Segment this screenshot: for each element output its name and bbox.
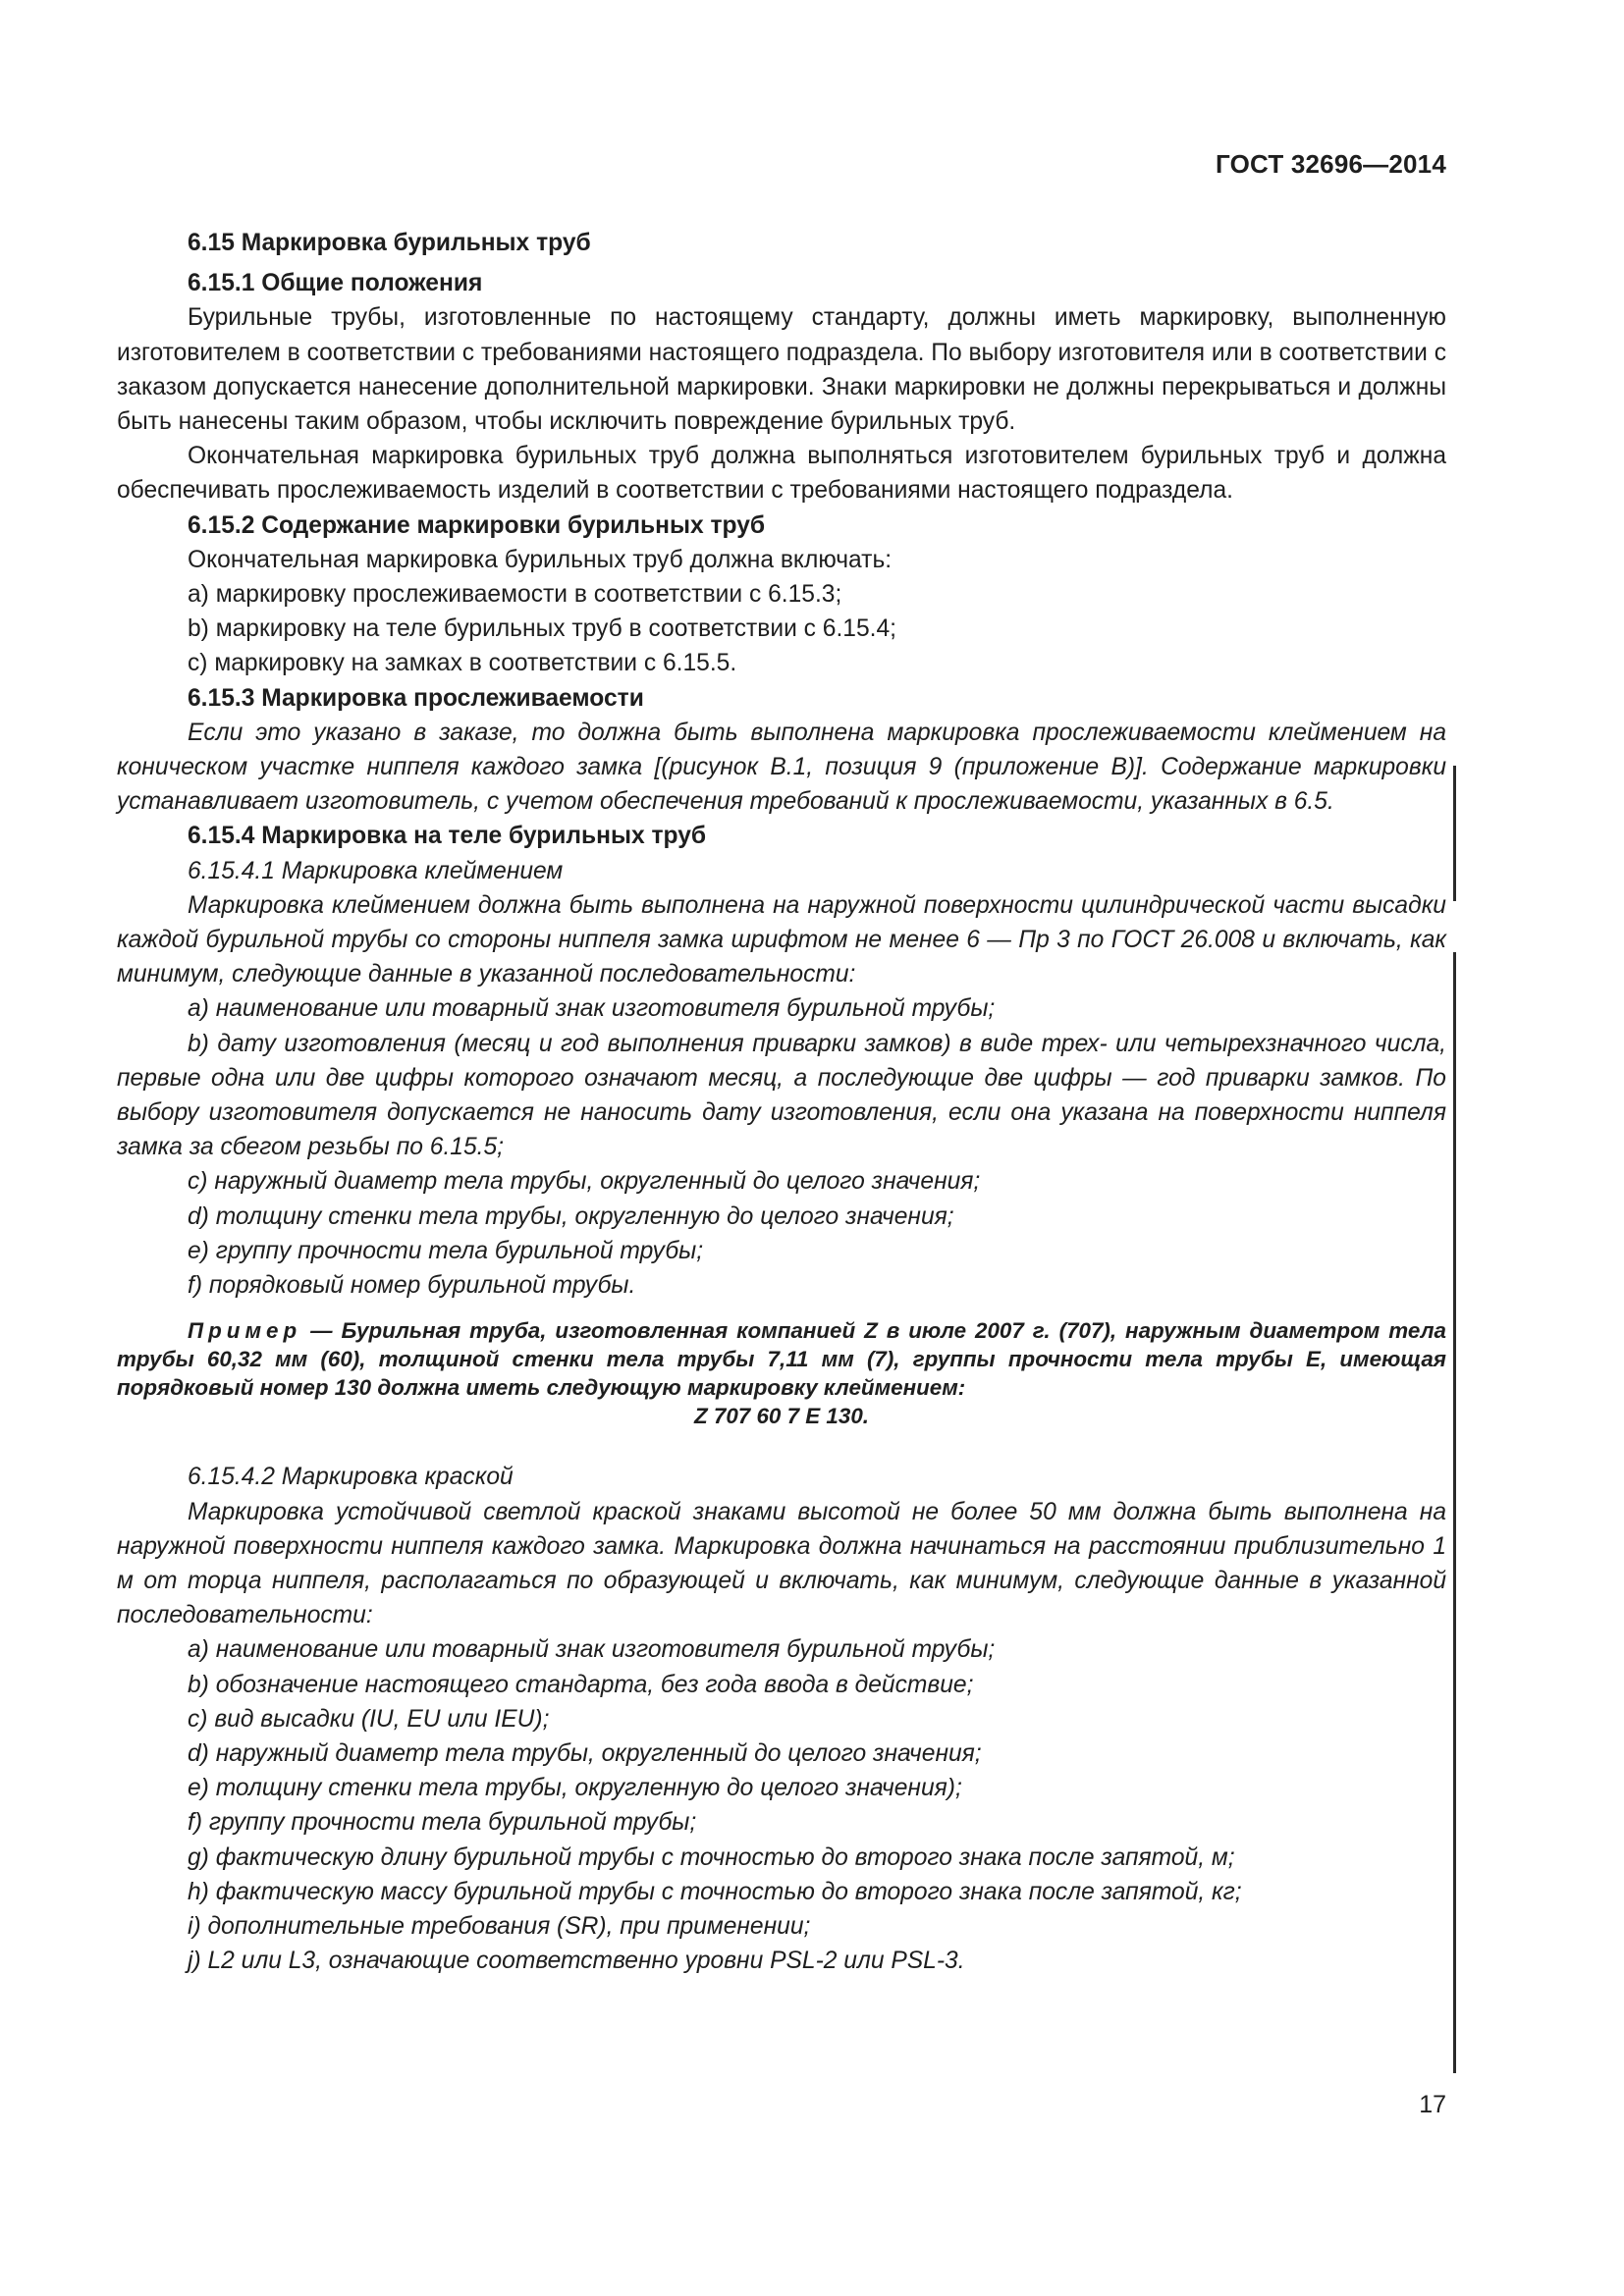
standard-designation: ГОСТ 32696—2014 [1216,149,1446,179]
main-text [117,226,1446,1978]
list-item: a) наименование или товарный знак изготовителя бурильной трубы; [188,995,996,1023]
list-item: e) толщину стенки тела трубы, округленную до целого значения); [188,1775,962,1802]
paragraph: Маркировка устойчивой светлой краской знаками высотой не более 50 мм должна быть выполнена на наружной поверхности ниппеля каждого замка. Маркировка должна начинаться на расстоянии приблизительно 1 м от торца ниппеля, располагаться по образующей и включать, как минимум, следующие данные в указанной последовательности: [117,1498,1446,1629]
section-6-15-3-heading: 6.15.3 Маркировка прослеживаемости [188,684,644,712]
list-item: c) наружный диаметр тела трубы, округленный до целого значения; [188,1168,981,1196]
subsection-6-15-4-1-heading: 6.15.4.1 Маркировка клеймением [188,857,564,884]
section-6-15-1-heading: 6.15.1 Общие положения [188,270,483,297]
section-6-15-heading: 6.15 Маркировка бурильных труб [188,230,591,256]
paragraph: Окончательная маркировка бурильных труб должна выполняться изготовителем бурильных труб и должна обеспечивать прослеживаемость изделий в соответствии с требованиями настоящего подраздела. [117,443,1446,505]
list-item: i) дополнительные требования (SR), при применении; [188,1912,811,1940]
example-text: — Бурильная труба, изготовленная компанией Z в июле 2007 г. (707), наружным диаметром тела трубы 60,32 мм (60), толщиной стенки тела трубы 7,11 мм (7), группы прочности тела трубы E, имеющая порядковый номер 130 должна иметь следующую маркировку клеймением: [117,1318,1446,1401]
list-item: f) группу прочности тела бурильной трубы; [188,1809,697,1837]
list-item: j) L2 или L3, означающие соответственно уровни PSL-2 или PSL-3. [188,1948,965,1975]
revision-bar-1 [1453,766,1456,901]
list-item: a) наименование или товарный знак изготовителя бурильной трубы; [188,1636,996,1664]
list-item: g) фактическую длину бурильной трубы с точностью до второго знака после запятой, м; [188,1843,1235,1871]
paragraph: Бурильные трубы, изготовленные по настоящему стандарту, должны иметь маркировку, выполненную изготовителем в соответствии с требованиями настоящего подраздела. По выбору изготовителя или в соответствии с заказом допускается нанесение дополнительной маркировки. Знаки маркировки не должны перекрываться и должны быть нанесены таким образом, чтобы исключить повреждение бурильных труб. [117,304,1446,436]
example-label: Пример [188,1318,302,1344]
paragraph: Окончательная маркировка бурильных труб должна включать: [188,546,893,573]
list-item: c) вид высадки (IU, EU или IEU); [188,1705,550,1733]
list-item: d) толщину стенки тела трубы, округленную до целого значения; [188,1202,954,1230]
list-item: c) маркировку на замках в соответствии с 6.15.5. [188,650,737,677]
list-item: h) фактическую массу бурильной трубы с точностью до второго знака после запятой, кг; [188,1878,1242,1905]
section-6-15-2-heading: 6.15.2 Содержание маркировки бурильных труб [188,511,766,539]
paragraph: Маркировка клеймением должна быть выполнена на наружной поверхности цилиндрической части высадки каждой бурильной трубы со стороны ниппеля замка шрифтом не менее 6 — Пр 3 по ГОСТ 26.008 и включать, как минимум, следующие данные в указанной последовательности: [117,891,1446,988]
subsection-6-15-4-2-heading: 6.15.4.2 Маркировка краской [188,1464,514,1491]
revision-bar-2 [1453,952,1456,2073]
list-item: a) маркировку прослеживаемости в соответствии с 6.15.3; [188,581,842,609]
list-item: f) порядковый номер бурильной трубы. [188,1272,636,1300]
page-number: 17 [1419,2091,1446,2118]
list-item: e) группу прочности тела бурильной трубы; [188,1237,704,1264]
list-item: d) наружный диаметр тела трубы, округленный до целого значения; [188,1739,982,1767]
example-marking-code: Z 707 60 7 E 130. [693,1404,869,1429]
paragraph: Если это указано в заказе, то должна быть выполнена маркировка прослеживаемости клеймением на коническом участке ниппеля каждого замка [(рисунок В.1, позиция 9 (приложение В)]. Содержание маркировки устанавливает изготовитель, с учетом обеспечения требований к прослеживаемости, указанных в 6.5. [117,719,1446,816]
list-item: b) маркировку на теле бурильных труб в соответствии с 6.15.4; [188,615,897,643]
section-6-15-4-heading: 6.15.4 Маркировка на теле бурильных труб [188,823,707,850]
list-item: b) дату изготовления (месяц и год выполнения приварки замков) в виде трех- или четырехзначного числа, первые одна или две цифры которого означают месяц, а последующие две цифры — год приварки замков. По выбору изготовителя допускается не наносить дату изготовления, если она указана на поверхности ниппеля замка за сбегом резьбы по 6.15.5; [117,1030,1446,1161]
example-note [117,1316,1446,1402]
list-item: b) обозначение настоящего стандарта, без года ввода в действие; [188,1671,974,1698]
